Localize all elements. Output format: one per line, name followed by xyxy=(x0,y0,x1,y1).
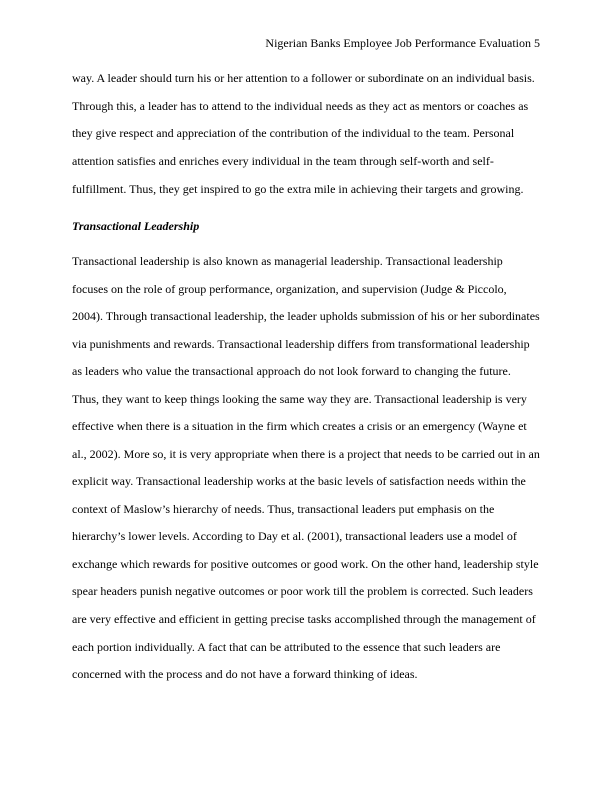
running-header: Nigerian Banks Employee Job Performance Evaluation 5 xyxy=(265,36,540,50)
text-line: attention satisfies and enriches every individual in the team through self-worth and self- xyxy=(72,154,494,168)
text-line: effective when there is a situation in the firm which creates a crisis or an emergency (Wayne et xyxy=(72,419,527,433)
text-line: explicit way. Transactional leadership works at the basic levels of satisfaction needs within the xyxy=(72,474,526,488)
text-line: Through this, a leader has to attend to the individual needs as they act as mentors or coaches as xyxy=(72,99,529,113)
text-line: al., 2002). More so, it is very appropriate when there is a project that needs to be carried out in an xyxy=(72,447,540,461)
text-line: way. A leader should turn his or her attention to a follower or subordinate on an individual basis. xyxy=(72,71,535,85)
text-line: fulfillment. Thus, they get inspired to go the extra mile in achieving their targets and growing. xyxy=(72,182,524,196)
text-line: context of Maslow’s hierarchy of needs. Thus, transactional leaders put emphasis on the xyxy=(72,502,495,516)
text-line: Thus, they want to keep things looking the same way they are. Transactional leadership is very xyxy=(72,392,527,406)
text-line: concerned with the process and do not have a forward thinking of ideas. xyxy=(72,667,418,681)
text-line: hierarchy’s lower levels. According to Day et al. (2001), transactional leaders use a model of xyxy=(72,529,517,543)
text-line: exchange which rewards for positive outcomes or good work. On the other hand, leadership style xyxy=(72,557,539,571)
text-line: are very effective and efficient in getting precise tasks accomplished through the management of xyxy=(72,612,536,626)
text-line: 2004). Through transactional leadership, the leader upholds submission of his or her subordinates xyxy=(72,309,540,323)
text-line: focuses on the role of group performance, organization, and supervision (Judge & Piccolo, xyxy=(72,282,507,296)
text-line: spear headers punish negative outcomes or poor work till the problem is corrected. Such leaders xyxy=(72,584,533,598)
section-heading: Transactional Leadership xyxy=(72,219,200,233)
text-line: they give respect and appreciation of the contribution of the individual to the team. Personal xyxy=(72,126,515,140)
text-line: Transactional leadership is also known as managerial leadership. Transactional leadership xyxy=(72,254,503,268)
text-line: via punishments and rewards. Transactional leadership differs from transformational leadership xyxy=(72,337,530,351)
text-line: each portion individually. A fact that can be attributed to the essence that such leaders are xyxy=(72,640,501,654)
text-line: as leaders who value the transactional approach do not look forward to changing the future. xyxy=(72,364,511,378)
